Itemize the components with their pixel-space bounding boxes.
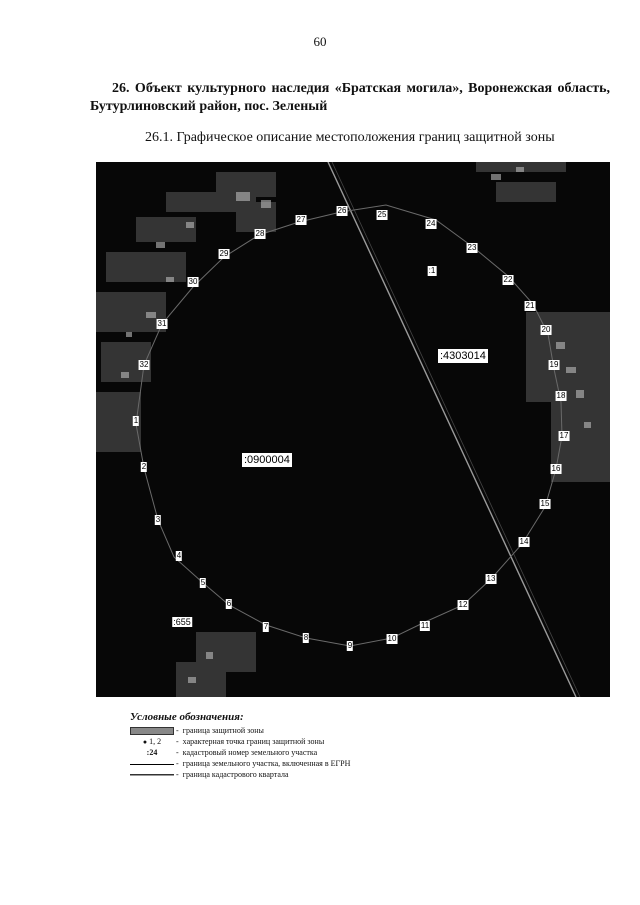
- legend-item: - граница защитной зоны: [130, 726, 430, 736]
- cadastral-label: :4303014: [440, 350, 486, 362]
- point-label: 11: [420, 621, 430, 630]
- cadastral-label: :0900004: [244, 454, 290, 466]
- cadastral-label: :655: [173, 617, 191, 627]
- heading: 26. Объект культурного наследия «Братская могила», Воронежская область, Бутурлиновский район, пос. Зеленый: [90, 81, 610, 114]
- point-label: 26: [337, 206, 347, 215]
- point-label: 25: [377, 210, 387, 219]
- legend-item: :24 - кадастровый номер земельного участка: [130, 748, 430, 758]
- point-label: 3: [155, 515, 161, 524]
- building-speckles: [121, 167, 591, 683]
- point-label: 7: [263, 622, 269, 631]
- point-label: 29: [219, 249, 229, 258]
- point-label: 2: [141, 462, 147, 471]
- point-label: 6: [226, 599, 232, 608]
- point-label: 19: [549, 360, 559, 369]
- point-label: 30: [188, 277, 198, 286]
- point-label: 1: [133, 416, 139, 425]
- legend-item: ● 1, 2 - характерная точка границ защитной зоны: [130, 737, 430, 747]
- point-label: 32: [139, 360, 149, 369]
- legend-symbol: 1, 2: [149, 737, 162, 746]
- legend-item-text: граница кадастрового квартала: [182, 770, 289, 779]
- legend: [130, 712, 430, 781]
- point-label: 18: [556, 391, 566, 400]
- point-label: 17: [559, 431, 569, 440]
- zone-boundary-swatch-icon: [130, 727, 174, 735]
- point-dot-icon: ● 1, 2: [142, 737, 162, 746]
- legend-item-text: граница земельного участка, включенная в ЕГРН: [182, 759, 351, 768]
- quarter-boundary-line-shadow: [332, 162, 580, 697]
- point-label: 24: [426, 219, 436, 228]
- point-label: 13: [486, 574, 496, 583]
- quarter-line-swatch-icon: [130, 774, 174, 776]
- point-label: 20: [541, 325, 551, 334]
- point-label: 16: [551, 464, 561, 473]
- point-label: 15: [540, 499, 550, 508]
- point-label: 22: [503, 275, 513, 284]
- point-label: 8: [303, 633, 309, 642]
- point-label: 12: [458, 600, 468, 609]
- point-label: 4: [176, 551, 182, 560]
- legend-item-text: характерная точка границ защитной зоны: [182, 737, 325, 746]
- point-label: 27: [296, 215, 306, 224]
- legend-item: - граница земельного участка, включенная в ЕГРН: [130, 759, 430, 769]
- map-image: [96, 162, 610, 697]
- point-label: 5: [200, 578, 206, 587]
- legend-item-text: граница защитной зоны: [182, 726, 264, 735]
- point-label: 14: [519, 537, 529, 546]
- legend-title: Условные обозначения:: [130, 711, 244, 723]
- legend-symbol: :24: [146, 748, 158, 757]
- point-label: :1: [428, 266, 436, 275]
- page-number: 60: [313, 34, 327, 49]
- subheading: 26.1. Графическое описание местоположения границ защитной зоны: [145, 130, 555, 145]
- legend-item: - граница кадастрового квартала: [130, 770, 430, 780]
- point-label: 10: [387, 634, 397, 643]
- point-label: 23: [467, 243, 477, 252]
- quarter-boundary-line: [328, 162, 576, 697]
- point-label: 9: [347, 641, 353, 650]
- point-label: 21: [525, 301, 535, 310]
- parcel-line-swatch-icon: [130, 764, 174, 765]
- point-label: 31: [157, 319, 167, 328]
- legend-item-text: кадастровый номер земельного участка: [182, 748, 318, 757]
- point-label: 28: [255, 229, 265, 238]
